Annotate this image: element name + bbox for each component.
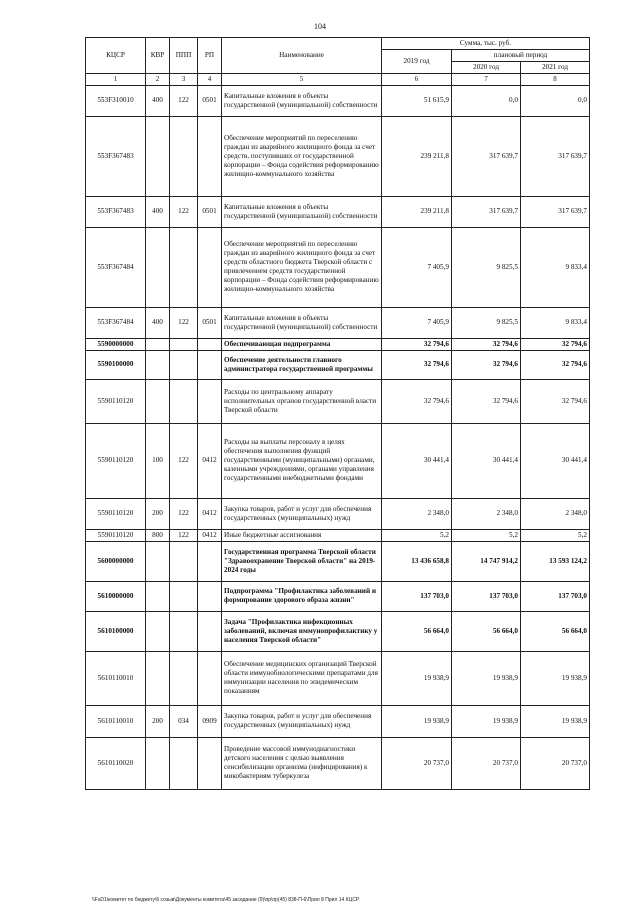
cell-2021: 317 639,7 <box>521 116 590 196</box>
cell-rp <box>198 379 222 423</box>
cell-2019: 56 664,0 <box>382 611 452 651</box>
table-row <box>86 350 590 379</box>
cell-kvr: 800 <box>146 529 170 541</box>
col-num: 6 <box>382 74 452 86</box>
cell-2019: 51 615,9 <box>382 85 452 116</box>
cell-kvr <box>146 379 170 423</box>
cell-kcsr: 5610110010 <box>86 705 146 737</box>
header-planned: плановый период <box>452 50 590 62</box>
header-kvr: КВР <box>146 38 170 74</box>
cell-kcsr: 553F367484 <box>86 307 146 338</box>
cell-ppp: 122 <box>170 423 198 498</box>
cell-kvr: 200 <box>146 705 170 737</box>
cell-name: Обеспечение медицинских организаций Тверской области иммунобиологическими препаратами для иммунизации населения по эпидемическим показаниям <box>222 651 382 705</box>
table-row <box>86 737 590 789</box>
cell-rp <box>198 350 222 379</box>
cell-2019: 19 938,9 <box>382 705 452 737</box>
cell-kcsr: 5590000000 <box>86 338 146 350</box>
cell-kvr: 100 <box>146 423 170 498</box>
table-row <box>86 423 590 498</box>
cell-2020: 19 938,9 <box>452 705 521 737</box>
cell-2019: 239 211,8 <box>382 116 452 196</box>
cell-2020: 32 794,6 <box>452 379 521 423</box>
header-name: Наименование <box>222 38 382 74</box>
cell-2019: 7 405,9 <box>382 227 452 307</box>
cell-2019: 20 737,0 <box>382 737 452 789</box>
cell-kcsr: 553F367484 <box>86 227 146 307</box>
col-num: 2 <box>146 74 170 86</box>
cell-kvr <box>146 116 170 196</box>
cell-ppp <box>170 350 198 379</box>
cell-ppp <box>170 379 198 423</box>
cell-name: Обеспечение мероприятий по переселению граждан из аварийного жилищного фонда за счет средств, поступивших от государственной корпорации – Фонда содействия реформированию жилищно-коммунального хозяйства <box>222 116 382 196</box>
cell-name: Капитальные вложения в объекты государственной (муниципальной) собственности <box>222 85 382 116</box>
cell-2020: 137 703,0 <box>452 581 521 611</box>
cell-rp <box>198 581 222 611</box>
cell-name: Капитальные вложения в объекты государственной (муниципальной) собственности <box>222 307 382 338</box>
cell-ppp: 034 <box>170 705 198 737</box>
cell-2020: 2 348,0 <box>452 498 521 529</box>
cell-rp <box>198 611 222 651</box>
cell-2019: 30 441,4 <box>382 423 452 498</box>
cell-2019: 32 794,6 <box>382 338 452 350</box>
cell-kvr: 200 <box>146 498 170 529</box>
cell-2020: 9 825,5 <box>452 307 521 338</box>
cell-2021: 9 833,4 <box>521 307 590 338</box>
cell-rp: 0501 <box>198 196 222 227</box>
cell-name: Обеспечение мероприятий по переселению граждан из аварийного жилищного фонда за счет средств областного бюджета Тверской области с привлечением средств государственной корпорации – Фонда содействия реформированию жилищно-коммунального хозяйства <box>222 227 382 307</box>
cell-rp <box>198 338 222 350</box>
cell-ppp: 122 <box>170 307 198 338</box>
cell-2020: 317 639,7 <box>452 196 521 227</box>
col-num: 4 <box>198 74 222 86</box>
cell-ppp <box>170 651 198 705</box>
col-num: 1 <box>86 74 146 86</box>
table-row <box>86 116 590 196</box>
col-num: 5 <box>222 74 382 86</box>
budget-table <box>85 37 590 790</box>
cell-2020: 0,0 <box>452 85 521 116</box>
cell-2021: 9 833,4 <box>521 227 590 307</box>
table-row <box>86 338 590 350</box>
cell-2021: 20 737,0 <box>521 737 590 789</box>
table-row <box>86 307 590 338</box>
cell-ppp: 122 <box>170 85 198 116</box>
cell-rp <box>198 737 222 789</box>
cell-kvr: 400 <box>146 85 170 116</box>
cell-2021: 13 593 124,2 <box>521 541 590 581</box>
cell-rp: 0909 <box>198 705 222 737</box>
header-ppp: ППП <box>170 38 198 74</box>
cell-kvr <box>146 350 170 379</box>
cell-2019: 5,2 <box>382 529 452 541</box>
cell-2021: 0,0 <box>521 85 590 116</box>
cell-name: Проведение массовой иммунодиагностики детского населения с целью выявления сенсибилизации организма (инфицирования) к микобактериям туберкулеза <box>222 737 382 789</box>
cell-kcsr: 553F367483 <box>86 116 146 196</box>
cell-2021: 19 938,9 <box>521 651 590 705</box>
cell-name: Задача "Профилактика инфекционных заболеваний, включая иммунопрофилактику у населения Тверской области" <box>222 611 382 651</box>
cell-2019: 137 703,0 <box>382 581 452 611</box>
cell-name: Обеспечивающая подпрограмма <box>222 338 382 350</box>
cell-name: Иные бюджетные ассигнования <box>222 529 382 541</box>
cell-name: Расходы по центральному аппарату исполнительных органов государственной власти Тверской области <box>222 379 382 423</box>
cell-rp <box>198 541 222 581</box>
cell-kcsr: 5590100000 <box>86 350 146 379</box>
cell-kcsr: 5610110010 <box>86 651 146 705</box>
cell-2020: 20 737,0 <box>452 737 521 789</box>
header-rp: РП <box>198 38 222 74</box>
table-body <box>86 85 590 789</box>
table-row <box>86 227 590 307</box>
cell-kcsr: 553F310010 <box>86 85 146 116</box>
page-number: 104 <box>314 22 326 31</box>
cell-kvr <box>146 651 170 705</box>
cell-ppp: 122 <box>170 498 198 529</box>
cell-2021: 30 441,4 <box>521 423 590 498</box>
cell-2020: 56 664,0 <box>452 611 521 651</box>
cell-kcsr: 5590110120 <box>86 498 146 529</box>
cell-kvr: 400 <box>146 196 170 227</box>
cell-2021: 2 348,0 <box>521 498 590 529</box>
cell-rp: 0501 <box>198 307 222 338</box>
cell-kvr: 400 <box>146 307 170 338</box>
cell-kvr <box>146 541 170 581</box>
cell-ppp <box>170 338 198 350</box>
cell-kvr <box>146 338 170 350</box>
cell-rp: 0501 <box>198 85 222 116</box>
cell-name: Закупка товаров, работ и услуг для обеспечения государственных (муниципальных) нужд <box>222 498 382 529</box>
table-row <box>86 651 590 705</box>
cell-name: Капитальные вложения в объекты государственной (муниципальной) собственности <box>222 196 382 227</box>
cell-2021: 56 664,0 <box>521 611 590 651</box>
cell-2021: 317 639,7 <box>521 196 590 227</box>
header-sum: Сумма, тыс. руб. <box>382 38 590 50</box>
table-row <box>86 705 590 737</box>
header-kcsr: КЦСР <box>86 38 146 74</box>
cell-2021: 5,2 <box>521 529 590 541</box>
cell-rp: 0412 <box>198 498 222 529</box>
cell-2019: 13 436 658,8 <box>382 541 452 581</box>
cell-ppp <box>170 116 198 196</box>
cell-2020: 317 639,7 <box>452 116 521 196</box>
cell-kvr <box>146 737 170 789</box>
cell-2021: 19 938,9 <box>521 705 590 737</box>
cell-2020: 9 825,5 <box>452 227 521 307</box>
cell-ppp <box>170 227 198 307</box>
cell-2019: 32 794,6 <box>382 379 452 423</box>
header-2020: 2020 год <box>452 62 521 74</box>
cell-kcsr: 5610110020 <box>86 737 146 789</box>
cell-name: Расходы на выплаты персоналу в целях обеспечения выполнения функций государственными (муниципальными) органами, казенными учреждениями, органами управления государственными внебюджетными фондами <box>222 423 382 498</box>
cell-ppp <box>170 581 198 611</box>
cell-kcsr: 5590110120 <box>86 423 146 498</box>
cell-2021: 32 794,6 <box>521 350 590 379</box>
cell-2020: 32 794,6 <box>452 350 521 379</box>
cell-2020: 30 441,4 <box>452 423 521 498</box>
cell-kvr <box>146 581 170 611</box>
cell-2019: 7 405,9 <box>382 307 452 338</box>
cell-kcsr: 5610000000 <box>86 581 146 611</box>
cell-ppp: 122 <box>170 196 198 227</box>
cell-kcsr: 553F367483 <box>86 196 146 227</box>
col-num: 7 <box>452 74 521 86</box>
table-row <box>86 529 590 541</box>
cell-rp: 0412 <box>198 423 222 498</box>
cell-rp: 0412 <box>198 529 222 541</box>
cell-rp <box>198 651 222 705</box>
cell-2020: 19 938,9 <box>452 651 521 705</box>
cell-2021: 32 794,6 <box>521 379 590 423</box>
cell-ppp <box>170 541 198 581</box>
cell-name: Обеспечение деятельности главного администратора государственной программы <box>222 350 382 379</box>
table-row <box>86 498 590 529</box>
cell-rp <box>198 227 222 307</box>
header-2021: 2021 год <box>521 62 590 74</box>
cell-2020: 14 747 914,2 <box>452 541 521 581</box>
cell-ppp <box>170 737 198 789</box>
table-row <box>86 85 590 116</box>
cell-name: Государственная программа Тверской области "Здравоохранение Тверской области" на 2019-2024 годы <box>222 541 382 581</box>
cell-2019: 19 938,9 <box>382 651 452 705</box>
file-path-footer: \\FsD1\комитет по бюджету\6 созыв\Документы комитета\45 заседание (9)\пр\пр(45) 838-П-6\Прил 8 Прил 14 КЦСР <box>92 897 360 903</box>
cell-kcsr: 5590110120 <box>86 529 146 541</box>
cell-2019: 32 794,6 <box>382 350 452 379</box>
cell-ppp <box>170 611 198 651</box>
table-row <box>86 196 590 227</box>
table-row <box>86 379 590 423</box>
cell-2021: 137 703,0 <box>521 581 590 611</box>
col-num: 3 <box>170 74 198 86</box>
cell-2020: 5,2 <box>452 529 521 541</box>
cell-rp <box>198 116 222 196</box>
col-num: 8 <box>521 74 590 86</box>
cell-2020: 32 794,6 <box>452 338 521 350</box>
cell-2019: 2 348,0 <box>382 498 452 529</box>
cell-kvr <box>146 227 170 307</box>
cell-kcsr: 5590110120 <box>86 379 146 423</box>
cell-2019: 239 211,8 <box>382 196 452 227</box>
header-2019: 2019 год <box>382 50 452 74</box>
cell-kvr <box>146 611 170 651</box>
table-row <box>86 611 590 651</box>
cell-ppp: 122 <box>170 529 198 541</box>
cell-kcsr: 5600000000 <box>86 541 146 581</box>
cell-kcsr: 5610100000 <box>86 611 146 651</box>
table-row <box>86 541 590 581</box>
cell-2021: 32 794,6 <box>521 338 590 350</box>
cell-name: Закупка товаров, работ и услуг для обеспечения государственных (муниципальных) нужд <box>222 705 382 737</box>
table-row <box>86 581 590 611</box>
column-number-row <box>86 74 590 86</box>
cell-name: Подпрограмма "Профилактика заболеваний и формирование здорового образа жизни" <box>222 581 382 611</box>
